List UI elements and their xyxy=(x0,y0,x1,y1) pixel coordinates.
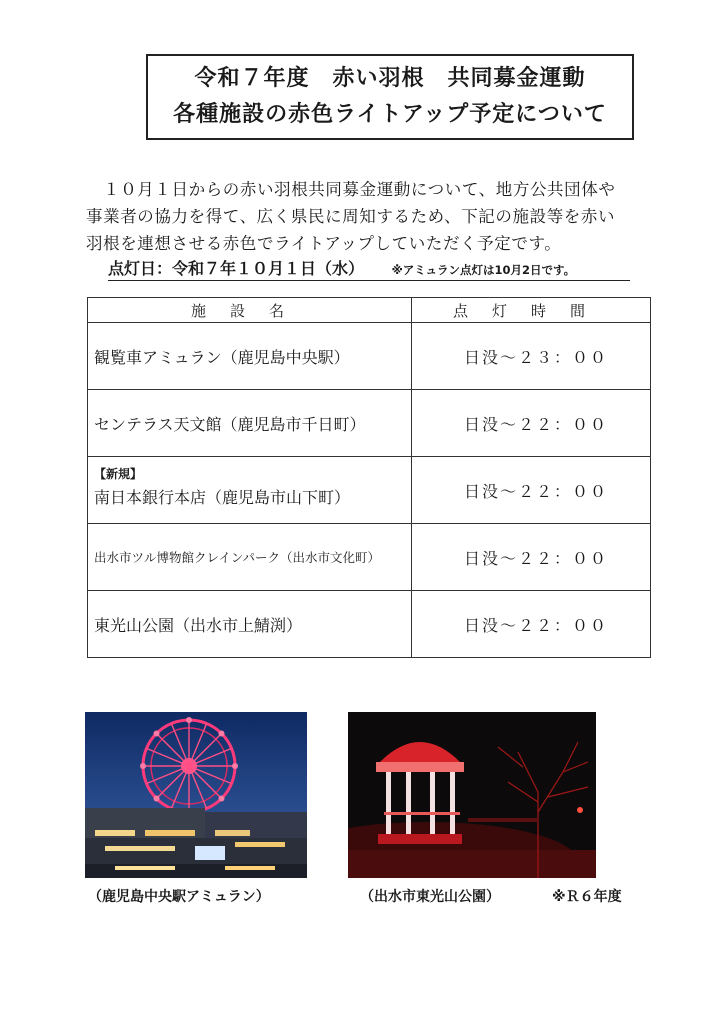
table-row xyxy=(88,524,651,591)
lighting-time: 日没～２２：００ xyxy=(412,390,651,457)
lighting-time: 日没～２３：００ xyxy=(412,323,651,390)
intro-line-1: １０月１日からの赤い羽根共同募金運動について、地方公共団体や xyxy=(86,180,616,199)
header-lighting-time: 点灯時間 xyxy=(412,298,651,323)
gazebo-photo xyxy=(348,712,596,878)
intro-line-2: 事業者の協力を得て、広く県民に周知するため、下記の施設等を赤い xyxy=(86,207,616,226)
header-facility-name: 施設名 xyxy=(88,298,412,323)
facility-name-cell xyxy=(88,457,412,524)
lighting-note: ※アミュラン点灯は10月2日です。 xyxy=(391,263,576,277)
title-box xyxy=(146,54,634,140)
table-row xyxy=(88,591,651,658)
facility-name: センテラス天文館（鹿児島市千日町） xyxy=(88,390,412,457)
table-row xyxy=(88,457,651,524)
title-line-2: 各種施設の赤色ライトアップ予定について xyxy=(173,102,607,127)
right-photo-caption: （出水市東光山公園） xyxy=(360,889,500,905)
left-photo-caption: （鹿児島中央駅アミュラン） xyxy=(88,889,270,905)
facility-table xyxy=(87,297,651,658)
lighting-date: 点灯日：令和７年１０月１日（水） xyxy=(108,259,365,278)
intro-line-3: 羽根を連想させる赤色でライトアップしていただく予定です。 xyxy=(86,234,562,253)
lighting-time: 日没～２２：００ xyxy=(412,591,651,658)
table-header-row xyxy=(88,298,651,323)
lighting-date-line xyxy=(108,256,630,281)
facility-name: 観覧車アミュラン（鹿児島中央駅） xyxy=(88,323,412,390)
lighting-time: 日没～２２：００ xyxy=(412,524,651,591)
year-note: ※Ｒ６年度 xyxy=(552,889,622,905)
table-row xyxy=(88,390,651,457)
intro-paragraph xyxy=(86,176,646,257)
title-line-1: 令和７年度 赤い羽根 共同募金運動 xyxy=(194,66,586,91)
ferris-wheel-photo xyxy=(85,712,307,878)
facility-name: 東光山公園（出水市上鯖渕） xyxy=(88,591,412,658)
facility-name: 出水市ツル博物館クレインパーク（出水市文化町） xyxy=(88,524,412,591)
new-badge: 【新規】 xyxy=(94,466,143,481)
lighting-time: 日没～２２：００ xyxy=(412,457,651,524)
table-row xyxy=(88,323,651,390)
facility-name: 南日本銀行本店（鹿児島市山下町） xyxy=(94,487,351,507)
